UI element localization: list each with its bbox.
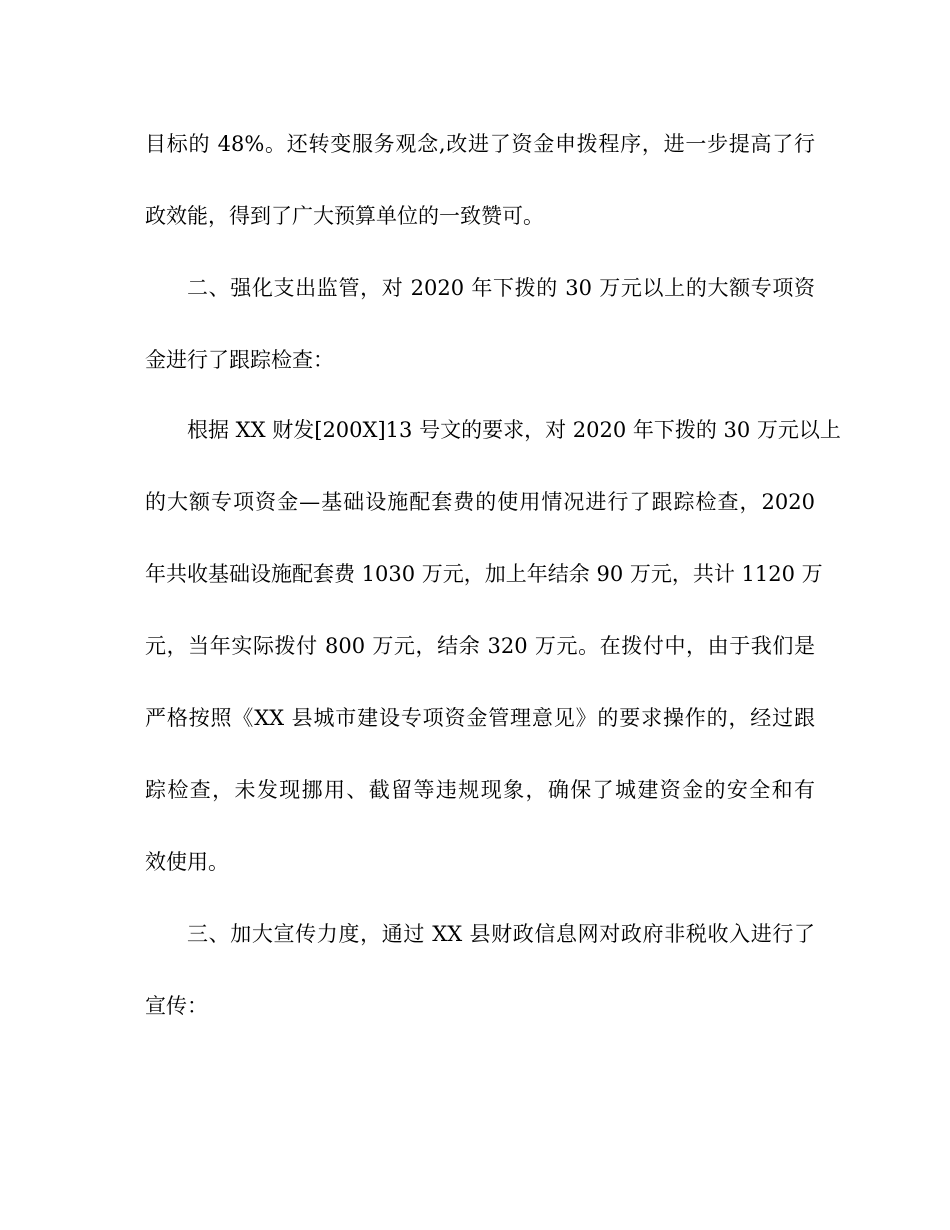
section-heading-line: 三、加大宣传力度，通过 XX 县财政信息网对政府非税收入进行了 [187, 922, 815, 946]
paragraph-line: 政效能，得到了广大预算单位的一致赞可。 [145, 204, 544, 228]
paragraph-line: 根据 XX 财发[200X]13 号文的要求，对 2020 年下拨的 30 万元以上 [187, 418, 841, 442]
paragraph-line: 年共收基础设施配套费 1030 万元，加上年结余 90 万元，共计 1120 万 [145, 562, 823, 586]
paragraph-line: 目标的 48%。还转变服务观念,改进了资金申拨程序，进一步提高了行 [145, 132, 815, 156]
section-heading-line: 宣传： [145, 994, 208, 1018]
paragraph-line: 的大额专项资金—基础设施配套费的使用情况进行了跟踪检查，2020 [145, 490, 815, 514]
paragraph-line: 严格按照《XX 县城市建设专项资金管理意见》的要求操作的，经过跟 [145, 706, 815, 730]
paragraph-line: 效使用。 [145, 850, 229, 874]
section-heading-line: 金进行了跟踪检查： [145, 348, 334, 372]
paragraph-line: 踪检查，未发现挪用、截留等违规现象，确保了城建资金的安全和有 [145, 778, 815, 802]
section-heading-line: 二、强化支出监管，对 2020 年下拨的 30 万元以上的大额专项资 [187, 276, 815, 300]
paragraph-line: 元，当年实际拨付 800 万元，结余 320 万元。在拨付中，由于我们是 [145, 634, 815, 658]
